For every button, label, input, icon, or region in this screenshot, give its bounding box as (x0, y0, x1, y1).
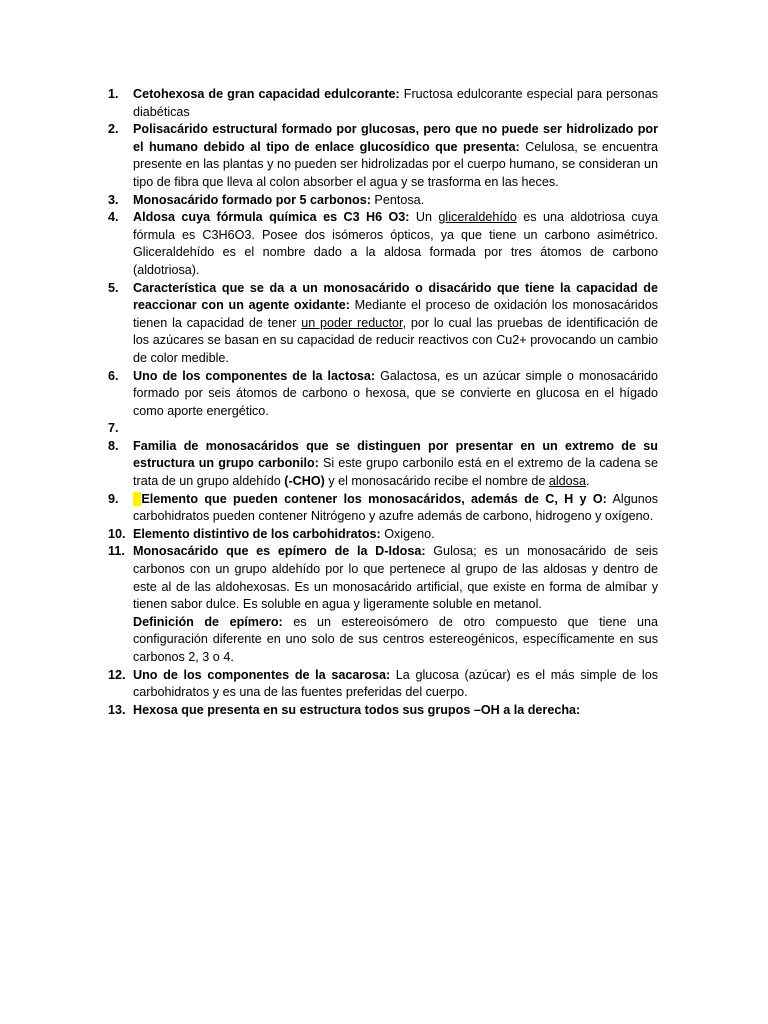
underlined-term: un poder reductor (301, 315, 403, 330)
list-item-11 (0, 543, 768, 666)
item-answer-cont: y el monosacárido recibe el nombre de (324, 474, 549, 489)
item-answer: Gulosa; es un monosacárido de seis carbonos con un grupo aldehído por lo que pertenece al grupo de las aldosas y dentro de este al de las aldohexosas. Es un monosacárido artificial, que existe en forma de almíbar y tienen sabor dulce. Es soluble en agua y ligeramente soluble en metanol. (133, 544, 658, 612)
item-number: 7. (108, 421, 119, 436)
item-answer: La glucosa (azúcar) es el más simple de los carbohidratos y es una de las fuentes preferidas del cuerpo. (133, 667, 658, 700)
list-item-1 (0, 86, 768, 121)
item-answer: Oxigeno. (380, 526, 435, 541)
list-item-6 (0, 368, 768, 421)
item-answer: Celulosa, se encuentra presente en las plantas y no pueden ser hidrolizadas por el cuerpo humano, se consideran un tipo de fibra que lleva al colon absorber el agua y se trasforma en las heces. (133, 139, 658, 189)
list-item-3 (0, 192, 768, 210)
item-answer: Mediante el proceso de oxidación los monosacáridos tienen la capacidad de tener (133, 298, 659, 330)
item-answer: Si este grupo carbonilo está en el extremo de la cadena se trata de un grupo aldehído (133, 456, 658, 489)
definition-text: es un estereoisómero de otro compuesto que tiene una configuración diferente en uno solo de sus centros estereogénicos, específicamente en sus carbonos 2, 3 o 4. (133, 614, 658, 664)
item-answer: Algunos carbohidratos pueden contener Nitrógeno y azufre además de carbono, hidrogeno y oxígeno. (133, 491, 659, 524)
list-item-2 (0, 121, 768, 191)
item-answer-end: . (585, 474, 590, 489)
item-number: 5. (108, 280, 119, 295)
definition-term: Definición de epímero: (133, 614, 283, 629)
underlined-term: aldosa (548, 474, 586, 489)
item-answer: Pentosa. (370, 192, 425, 207)
list-item-5 (0, 280, 768, 368)
question-list (0, 86, 768, 719)
item-question: Aldosa cuya fórmula química es C3 H6 O3: (133, 210, 410, 225)
item-question: Monosacárido que es epímero de la D-Idosa: (133, 544, 426, 559)
item-question: Uno de los componentes de la lactosa: (133, 368, 376, 383)
list-item-7 (0, 420, 768, 438)
underlined-term: gliceraldehído (438, 210, 517, 225)
item-number: 9. (108, 491, 119, 506)
item-answer-cont: , por lo cual las pruebas de identificación de los azúcares se basan en su capacidad de reducir reactivos con Cu2+ provocando un cambio de color medible. (133, 315, 658, 365)
item-number: 2. (108, 122, 119, 137)
list-item-4 (0, 209, 768, 279)
item-number: 13. (108, 702, 126, 717)
item-number: 6. (108, 368, 119, 383)
item-answer-cont: es una aldotriosa cuya fórmula es C3H6O3. Posee dos isómeros ópticos, ya que tiene un carbono asimétrico. Gliceraldehído es el nombre dado a la aldosa formada por tres átomos de carbono (aldotriosa). (133, 210, 658, 277)
list-item-13 (0, 702, 768, 720)
item-answer: Fructosa edulcorante especial para personas diabéticas (133, 87, 658, 119)
list-item-10 (0, 526, 768, 544)
item-question: Familia de monosacáridos que se distinguen por presentar en un extremo de su estructura un grupo carbonilo: (133, 438, 658, 471)
item-question: Monosacárido formado por 5 carbonos: (133, 192, 371, 207)
list-item-12 (0, 667, 768, 702)
item-answer: Galactosa, es un azúcar simple o monosacárido formado por seis átomos de carbono o hexosa, que se convierte en glucosa en el hígado como aporte energético. (133, 368, 658, 418)
item-number: 8. (108, 438, 119, 453)
item-number: 4. (108, 210, 119, 225)
item-question: Característica que se da a un monosacárido o disacárido que tiene la capacidad de reaccionar con un agente oxidante: (133, 280, 658, 313)
item-answer: Un (409, 210, 439, 225)
item-number: 3. (108, 192, 119, 207)
list-item-9 (0, 491, 768, 526)
item-question: Polisacárido estructural formado por glucosas, pero que no puede ser hidrolizado por el humano debido al tipo de enlace glucosídico que presenta: (133, 122, 658, 154)
item-number: 1. (108, 87, 119, 101)
item-question: Hexosa que presenta en su estructura todos sus grupos –OH a la derecha: (133, 702, 581, 717)
item-question: Cetohexosa de gran capacidad edulcorante: (133, 87, 400, 101)
definition-paragraph (133, 614, 658, 667)
item-question: Elemento distintivo de los carbohidratos: (133, 526, 381, 541)
bold-formula: (-CHO) (284, 474, 325, 489)
item-number: 10. (108, 526, 126, 541)
item-number: 12. (108, 667, 126, 682)
item-question: Uno de los componentes de la sacarosa: (133, 667, 391, 682)
item-question: Elemento que pueden contener los monosacáridos, además de C, H y O: (141, 491, 607, 506)
list-item-8 (0, 438, 768, 491)
item-number: 11. (108, 544, 125, 559)
